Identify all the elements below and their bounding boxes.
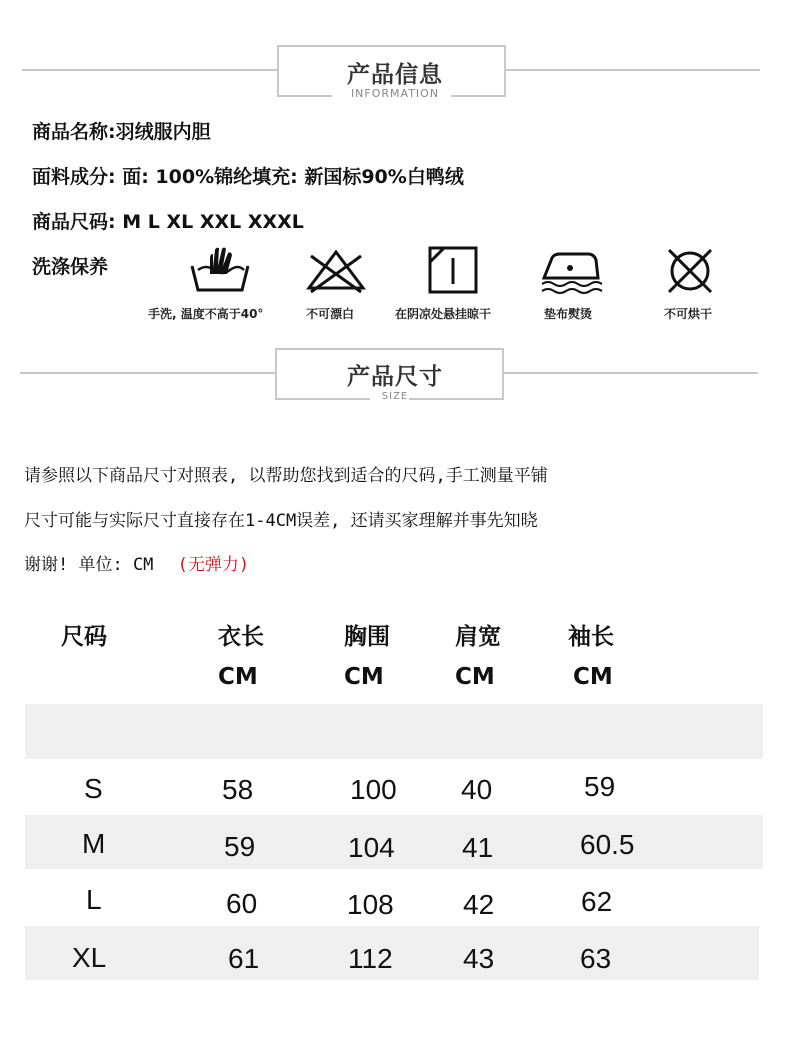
table-cell-shoulder: 43 (463, 943, 495, 974)
section-header-size (0, 348, 790, 408)
no-stretch-note: (无弹力) (177, 555, 250, 575)
size-note-line-2: 尺寸可能与实际尺寸直接存在1-4CM误差, 还请买家理解并事先知晓 (24, 511, 538, 531)
table-cell-length: 60 (226, 888, 258, 919)
iron-with-cloth-icon (536, 244, 606, 296)
line-dry-shade-icon (418, 244, 488, 296)
table-cell-chest: 108 (347, 889, 394, 920)
unit-sleeve: CM (573, 664, 613, 690)
size-note-line-1: 请参照以下商品尺寸对照表, 以帮助您找到适合的尺码,手工测量平铺 (24, 466, 548, 486)
table-cell-sleeve: 60.5 (580, 829, 635, 860)
product-material: 面料成分: 面: 100%锦纶填充: 新国标90%白鸭绒 (32, 166, 464, 188)
header-shoulder: 肩宽 (455, 624, 501, 650)
no-tumble-dry-icon (655, 244, 725, 296)
section-subtitle: SIZE (381, 391, 409, 402)
table-cell-sleeve: 59 (584, 771, 616, 802)
table-cell-chest: 100 (350, 774, 397, 805)
product-name: 商品名称:羽绒服内胆 (32, 121, 211, 143)
table-cell-sleeve: 63 (580, 943, 612, 974)
table-cell-size: L (86, 884, 102, 915)
table-cell-length: 61 (228, 943, 260, 974)
table-cell-size: S (84, 773, 103, 804)
header-chest: 胸围 (344, 624, 390, 650)
table-cell-size: XL (72, 942, 107, 973)
unit-chest: CM (344, 664, 384, 690)
table-cell-size: M (82, 828, 106, 859)
header-size: 尺码 (61, 624, 107, 650)
section-header-information (0, 45, 790, 105)
care-text-hand-wash: 手洗, 温度不高于40° (148, 307, 264, 321)
size-note-line-3 (24, 550, 249, 575)
hand-wash-icon (186, 244, 256, 296)
section-title: 产品信息 (347, 62, 443, 88)
table-spacer-row (25, 704, 763, 759)
section-title: 产品尺寸 (347, 364, 443, 390)
care-label: 洗涤保养 (32, 256, 109, 278)
section-subtitle: INFORMATION (350, 87, 440, 100)
unit-shoulder: CM (455, 664, 495, 690)
no-bleach-icon (301, 244, 371, 296)
care-text-line-dry: 在阴凉处悬挂晾干 (395, 307, 492, 321)
header-length: 衣长 (218, 624, 264, 650)
unit-length: CM (218, 664, 258, 690)
table-cell-sleeve: 62 (581, 886, 613, 917)
table-cell-shoulder: 41 (462, 832, 494, 863)
table-cell-length: 59 (224, 831, 256, 862)
header-sleeve: 袖长 (568, 624, 614, 650)
table-cell-chest: 112 (348, 943, 393, 974)
care-text-iron: 垫布熨烫 (544, 307, 593, 321)
table-cell-chest: 104 (348, 832, 395, 863)
care-text-no-tumble-dry: 不可烘干 (664, 307, 713, 321)
unit-note: 谢谢! 单位: CM (24, 555, 164, 575)
table-cell-length: 58 (222, 774, 254, 805)
care-text-no-bleach: 不可漂白 (306, 307, 355, 321)
product-sizes: 商品尺码: M L XL XXL XXXL (32, 211, 304, 233)
table-cell-shoulder: 40 (461, 774, 493, 805)
table-cell-shoulder: 42 (463, 889, 495, 920)
